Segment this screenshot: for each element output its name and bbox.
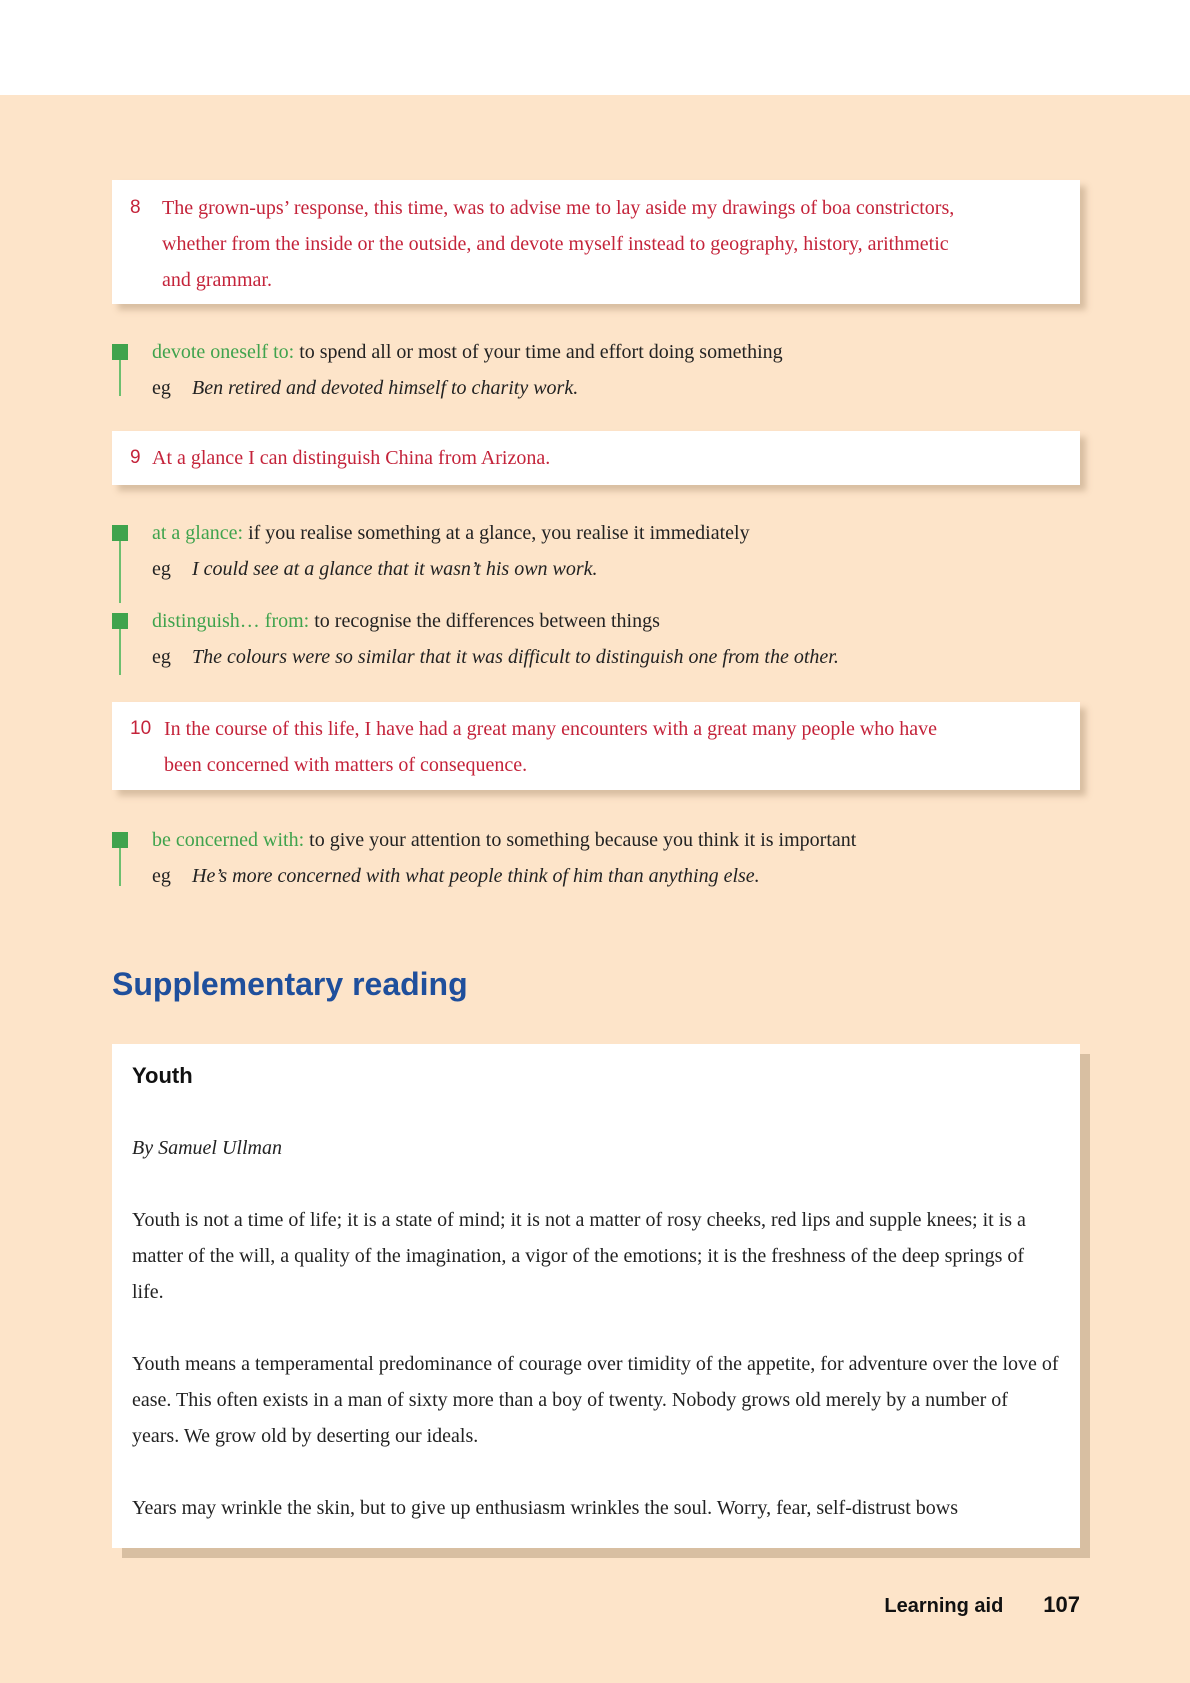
vocab-example: Ben retired and devoted himself to charity work. — [192, 377, 579, 399]
section-heading: Supplementary reading — [112, 966, 468, 1002]
quote-line: At a glance I can distinguish China from Arizona. — [152, 447, 551, 469]
vocab-stem — [119, 848, 121, 886]
vocab-example: I could see at a glance that it wasn’t his own work. — [192, 558, 598, 580]
quote-number: 8 — [130, 197, 141, 218]
vocab-definition: to recognise the differences between things — [309, 610, 660, 632]
page-number: 107 — [1043, 1592, 1080, 1617]
reading-box — [112, 1044, 1080, 1548]
vocab-definition: if you realise something at a glance, you realise it immediately — [243, 522, 750, 544]
eg-label: eg — [152, 646, 171, 668]
vocab-entry-devote — [112, 334, 1080, 406]
vocab-entry-concerned — [112, 822, 1080, 894]
vocab-example: The colours were so similar that it was difficult to distinguish one from the other. — [192, 646, 839, 668]
vocab-entry-distinguish — [112, 603, 1080, 675]
vocab-term: at a glance: — [152, 522, 244, 544]
quote-line: been concerned with matters of consequence. — [164, 754, 528, 776]
vocab-entry-at-a-glance — [112, 515, 1080, 587]
quote-box-9 — [112, 431, 1080, 485]
reading-paragraph: Youth means a temperamental predominance of courage over timidity of the appetite, for adventure over the love of ease. This often exists in a man of sixty more than a boy of twenty. Nobody grows old merely by a number of years. We grow old by deserting our ideals. — [132, 1353, 1059, 1447]
eg-label: eg — [152, 377, 171, 399]
reading-paragraph: Youth is not a time of life; it is a state of mind; it is not a matter of rosy cheeks, red lips and supple knees; it is a matter of the will, a quality of the imagination, a vigor of the emotions; it is the freshness of the deep springs of life. — [132, 1209, 1026, 1303]
quote-line: whether from the inside or the outside, and devote myself instead to geography, history, arithmetic — [162, 233, 949, 255]
vocab-stem — [119, 629, 121, 675]
quote-line: and grammar. — [162, 269, 272, 291]
vocab-definition: to give your attention to something because you think it is important — [304, 829, 857, 851]
vocab-marker — [112, 613, 128, 629]
eg-label: eg — [152, 865, 171, 887]
quote-line: In the course of this life, I have had a great many encounters with a great many people who have — [164, 718, 938, 740]
vocab-marker — [112, 344, 128, 360]
reading-title: Youth — [132, 1063, 193, 1088]
vocab-definition: to spend all or most of your time and effort doing something — [294, 341, 783, 363]
quote-line: The grown-ups’ response, this time, was to advise me to lay aside my drawings of boa constrictors, — [162, 197, 955, 219]
vocab-term: devote oneself to: — [152, 341, 295, 363]
vocab-stem — [119, 541, 121, 603]
vocab-term: distinguish… from: — [152, 610, 310, 632]
reading-paragraph: Years may wrinkle the skin, but to give up enthusiasm wrinkles the soul. Worry, fear, self-distrust bows — [132, 1497, 958, 1519]
footer-label: Learning aid — [884, 1595, 1004, 1617]
quote-box-10 — [112, 702, 1080, 790]
quote-number: 10 — [130, 718, 152, 739]
page-footer — [884, 1592, 1080, 1618]
quote-number: 9 — [130, 447, 141, 468]
quote-box-8 — [112, 180, 1080, 304]
vocab-example: He’s more concerned with what people think of him than anything else. — [192, 865, 760, 887]
vocab-term: be concerned with: — [152, 829, 305, 851]
eg-label: eg — [152, 558, 171, 580]
vocab-stem — [119, 360, 121, 396]
reading-author: By Samuel Ullman — [132, 1137, 282, 1159]
vocab-marker — [112, 832, 128, 848]
vocab-marker — [112, 525, 128, 541]
